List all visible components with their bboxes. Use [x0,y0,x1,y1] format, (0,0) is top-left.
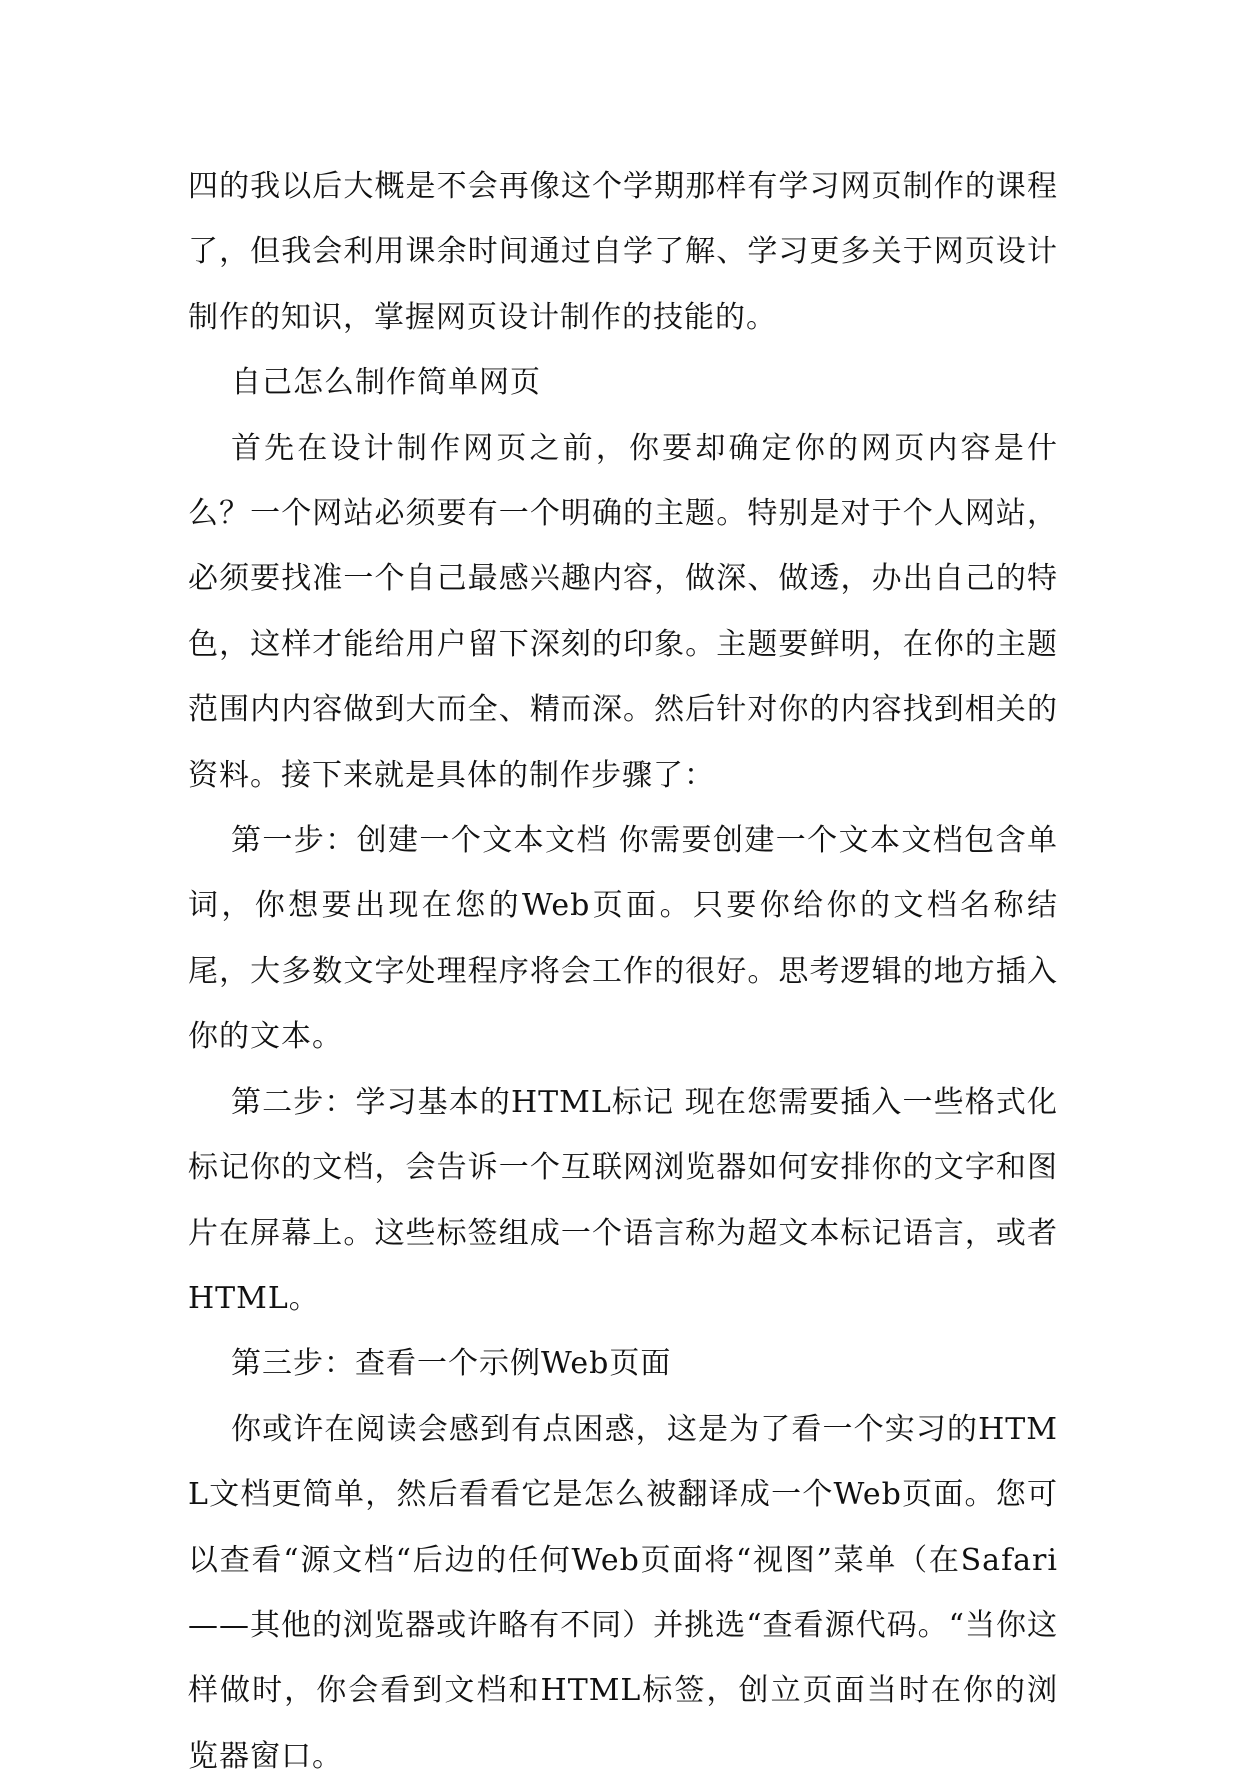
section-heading: 自己怎么制作简单网页 [231,365,541,401]
step-three-heading: 第三步：查看一个示例Web页面 [231,1346,672,1382]
paragraph: 首先在设计制作网页之前，你要却确定你的网页内容是什么？一个网站必须要有一个明确的主题。特别是对于个人网站，必须要找准一个自己最感兴趣内容，做深、做透，办出自己的特色，这样才能给用户留下深刻的印象。主题要鲜明，在你的主题范围内内容做到大而全、精而深。然后针对你的内容找到相关的资料。接下来就是具体的制作步骤了： [188,430,1058,793]
paragraph: 你或许在阅读会感到有点困惑，这是为了看一个实习的HTML文档更简单，然后看看它是怎么被翻译成一个Web页面。您可以查看“源文档“后边的任何Web页面将“视图”菜单（在Safari——其他的浏览器或许略有不同）并挑选“查看源代码。“当你这样做时，你会看到文档和HTML标签，创立页面当时在你的浏览器窗口。 [188,1411,1058,1774]
step-one-paragraph: 第一步：创建一个文本文档 你需要创建一个文本文档包含单词，你想要出现在您的Web页面。只要你给你的文档名称结尾，大多数文字处理程序将会工作的很好。思考逻辑的地方插入你的文本。 [188,823,1058,1055]
paragraph: 四的我以后大概是不会再像这个学期那样有学习网页制作的课程了，但我会利用课余时间通过自学了解、学习更多关于网页设计制作的知识，掌握网页设计制作的技能的。 [188,169,1058,335]
document-body [188,154,1058,1789]
step-two-paragraph: 第二步：学习基本的HTML标记 现在您需要插入一些格式化标记你的文档，会告诉一个互联网浏览器如何安排你的文字和图片在屏幕上。这些标签组成一个语言称为超文本标记语言，或者HTML。 [188,1084,1058,1316]
